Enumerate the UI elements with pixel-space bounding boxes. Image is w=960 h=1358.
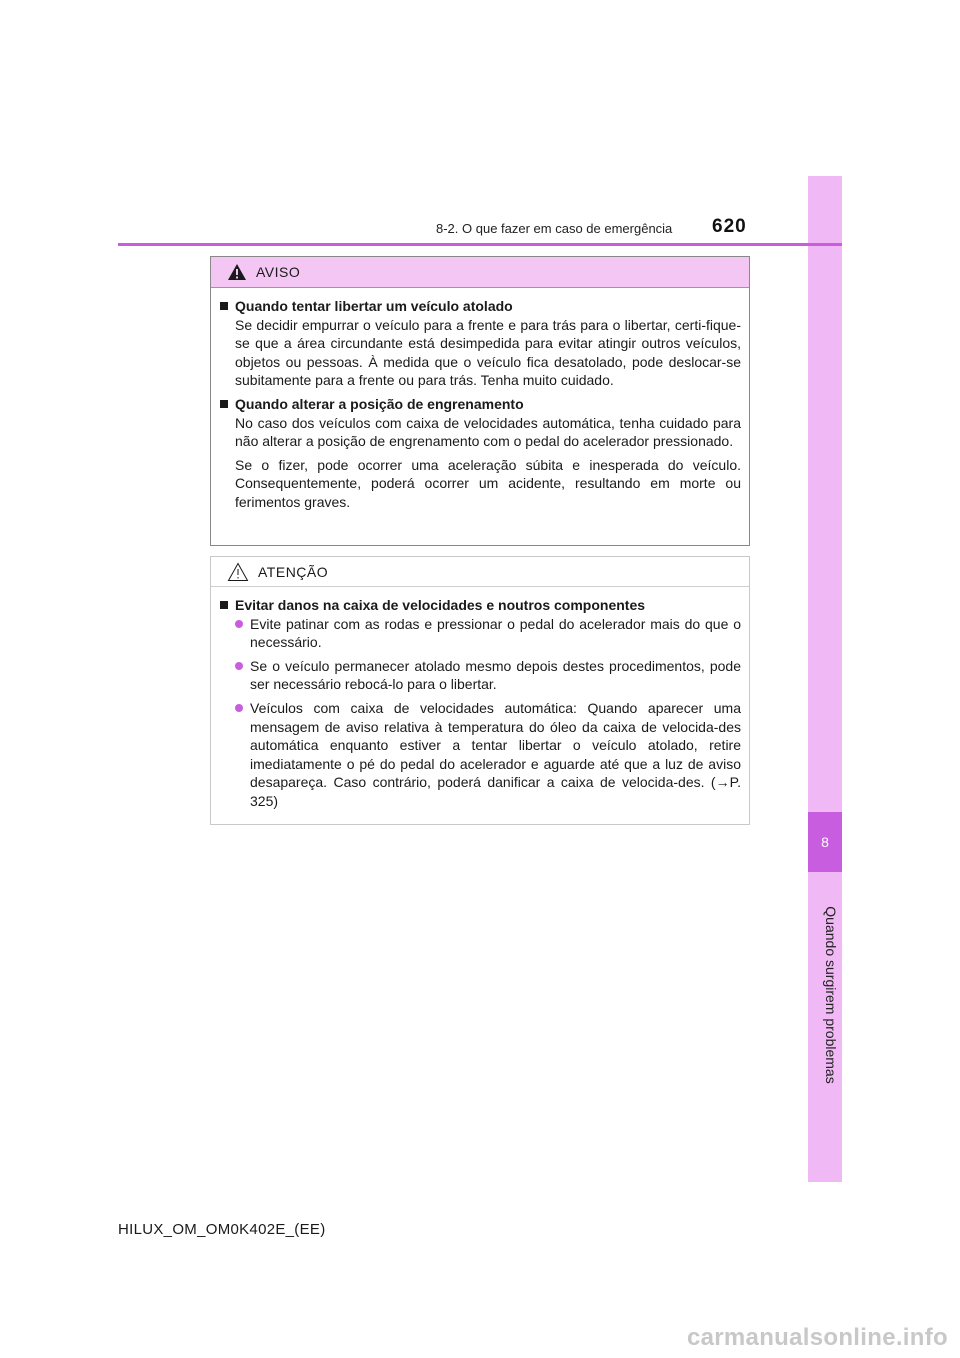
header-divider [118, 243, 842, 246]
list-item: Veículos com caixa de velocidades automática: Quando aparecer uma mensagem de aviso relativa à temperatura do óleo da caixa de velocida-des automática enquanto estiver a tentar libertar o veículo atolado, retire imediatamente o pé do pedal do acelerador e aguarde até que a luz de aviso desapareça. Caso contrário, poderá danificar a caixa de velocida-des. (→P. 325) [219, 699, 741, 811]
square-bullet-icon [220, 601, 228, 609]
warning-box-header [211, 257, 749, 288]
warning-box [210, 256, 750, 546]
square-bullet-icon [220, 302, 228, 310]
chapter-label: Quando surgirem problemas [823, 906, 839, 1084]
warning-box-body [211, 288, 749, 512]
bullet-dot-icon [235, 662, 243, 670]
caution-box-body [211, 587, 749, 811]
warning-paragraph: Se decidir empurrar o veículo para a frente e para trás para o libertar, certi-fique-se que a área circundante está desimpedida para evitar atingir outros veículos, objetos ou pessoas. À medida que o veículo fica desatolado, pode deslocar-se subitamente para a frente ou para trás. Tenha muito cuidado. [235, 316, 741, 389]
bullet-dot-icon [235, 704, 243, 712]
chapter-number: 8 [808, 812, 842, 872]
caution-box [210, 556, 750, 825]
caution-box-header [211, 557, 749, 587]
section-title: 8-2. O que fazer em caso de emergência [436, 221, 673, 236]
warning-triangle-icon [227, 263, 247, 281]
watermark: carmanualsonline.info [686, 1324, 948, 1351]
page-number: 620 [712, 216, 747, 237]
square-bullet-icon [220, 400, 228, 408]
caution-heading: ATENÇÃO [258, 563, 329, 580]
warning-paragraph: Se o fizer, pode ocorrer uma aceleração súbita e inesperada do veículo. Consequentemente, poderá ocorrer um acidente, resultando em morte ou ferimentos graves. [235, 456, 741, 510]
list-item: Se o veículo permanecer atolado mesmo depois destes procedimentos, pode ser necessário rebocá-lo para o libertar. [219, 657, 741, 694]
bullet-dot-icon [235, 620, 243, 628]
list-item: Evite patinar com as rodas e pressionar o pedal do acelerador mais do que o necessário. [219, 615, 741, 652]
warning-item-title: Quando alterar a posição de engrenamento [219, 395, 741, 414]
document-code: HILUX_OM_OM0K402E_(EE) [118, 1221, 326, 1238]
caution-item-title: Evitar danos na caixa de velocidades e noutros componentes [219, 596, 741, 615]
warning-item-title: Quando tentar libertar um veículo atolado [219, 297, 741, 316]
warning-paragraph: No caso dos veículos com caixa de velocidades automática, tenha cuidado para não alterar a posição de engrenamento com o pedal do acelerador pressionado. [235, 414, 741, 450]
caution-triangle-icon [227, 562, 249, 582]
warning-heading: AVISO [256, 264, 301, 280]
